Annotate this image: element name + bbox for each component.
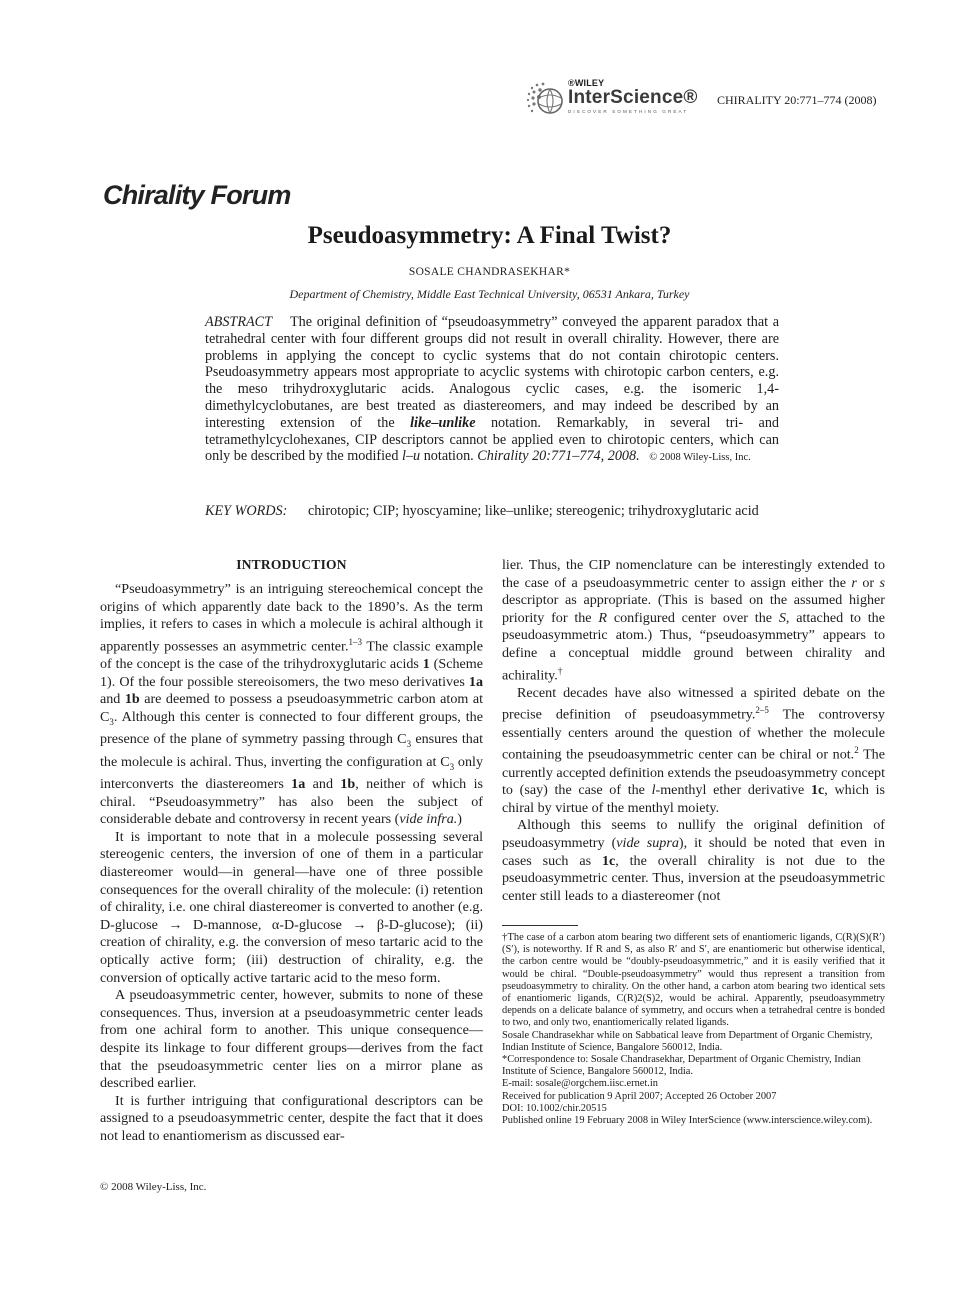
author-affiliation: Department of Chemistry, Middle East Technical University, 06531 Ankara, Turkey <box>289 287 690 301</box>
author-name: SOSALE CHANDRASEKHAR* <box>408 266 571 278</box>
keywords-label: KEY WORDS: <box>205 503 288 519</box>
footnotes <box>502 932 885 1127</box>
abstract <box>205 314 779 467</box>
page-copyright: © 2008 Wiley-Liss, Inc. <box>100 1181 207 1193</box>
keywords-text: chirotopic; CIP; hyoscyamine; like–unlike; stereogenic; trihydroxyglutaric acid <box>308 503 759 519</box>
article-title: Pseudoasymmetry: A Final Twist? <box>307 222 672 249</box>
paragraph-1: “Pseudoasymmetry” is an intriguing stereochemical concept the origins of which apparently date back to the 1890’s. As the term implies, it refers to cases in which a molecule is achiral although it apparently possesses an asymmetric center.$^{1-3}$ The classic example of the concept is the case of the trihydroxyglutaric acids 1 (Scheme 1). Of the four possible stereoisomers, the two meso derivatives 1a and 1b are deemed to possess a pseudoasymmetric carbon atom at $C_3$. Although this center is connected to four different groups, the presence of the plane of symmetry passing through $C_3$ ensures that the molecule is achiral. Thus, inverting the configuration at $C_3$ only interconverts the diastereomers 1a and 1b, neither of which is chiral. “Pseudoasymmetry” has also been the subject of considerable debate and controversy in recent years (vide infra.) <box>100 581 484 828</box>
abstract-text-2: notation. Remarkably, in several tri- and tetramethylcyclohexanes, CIP descriptors cannot be applied even to chirotopic centers, which can only be described by the modified <box>205 414 780 465</box>
paragraph-2: It is important to note that in a molecule possessing several stereogenic centers, the inversion of one of them in a particular diastereomer would—in general—have one of three possible consequences for the overall chirality of the molecule: (i) retention of chirality, i.e. one chiral diastereomer is converted to another (e.g. D-glucose → D-mannose, α-D-glucose → β-D-glucose); (ii) creation of chirality, e.g. the conversion of meso tartaric acid to the optically active form; (iii) destruction of chirality, e.g. the conversion of optically active tartaric acid to the meso form. <box>100 828 483 986</box>
footnote-doi: DOI: 10.1002/chir.20515 <box>502 1102 607 1114</box>
abstract-citation: Chirality 20:771–774, 2008. <box>477 448 640 465</box>
abstract-label: ABSTRACT <box>205 314 273 330</box>
interscience-wordmark: InterScience® <box>568 87 698 108</box>
wiley-wordmark: ®WILEY <box>568 78 605 88</box>
logo-tagline: DISCOVER SOMETHING GREAT <box>568 109 689 114</box>
section-heading: INTRODUCTION <box>236 557 347 572</box>
publisher-logo <box>526 78 706 118</box>
section-label: Chirality Forum <box>103 180 291 210</box>
footnote-divider <box>502 925 578 926</box>
footnote-received: Received for publication 9 April 2007; Accepted 26 October 2007 <box>502 1090 777 1102</box>
abstract-copyright: © 2008 Wiley-Liss, Inc. <box>649 452 751 464</box>
paragraph-5: lier. Thus, the CIP nomenclature can be interestingly extended to the case of a pseudoasymmetric center to assign either the r or s descriptor as appropriate. (This is based on the assumed higher priority for the R configured center over the S, attached to the pseudoasymmetric atom.) Thus, “pseudoasymmetry” appears to define a conceptual middle ground between chirality and achirality.† <box>502 557 885 684</box>
abstract-text: The original definition of “pseudoasymmetry” conveyed the apparent paradox that a tetrahedral center with four different groups did not result in overall chirality. However, there are problems in applying the concept to cyclic systems that do not contain chirotopic centers. Pseudoasymmetry appears most appropriate to acyclic systems with chirotopic carbon centers, e.g. the meso trihydroxyglutaric acids. Analogous cyclic cases, e.g. the isomeric 1,4-dimethylcyclobutanes, are best treated as diastereomers, and may indeed be described by an interesting extension of the <box>205 314 779 431</box>
right-column <box>502 557 885 905</box>
paragraph-4: It is further intriguing that configurational descriptors can be assigned to a pseudoasymmetric center, despite the fact that it does not lead to enantiomerism as discussed ear- <box>100 1092 483 1144</box>
footnote-published: Published online 19 February 2008 in Wiley InterScience (www.interscience.wiley.com). <box>502 1115 873 1127</box>
abstract-text-3: notation. <box>423 448 474 465</box>
abstract-like-unlike: like–unlike <box>410 414 476 431</box>
footnote-email: E-mail: sosale@orgchem.iisc.ernet.in <box>502 1078 658 1090</box>
journal-citation: CHIRALITY 20:771–774 (2008) <box>717 93 877 107</box>
footnote-dagger: †The case of a carbon atom bearing two different sets of enantiomeric ligands, C(R)(S)(R′)(S′), is noteworthy. If R and S, as also R′ and S′, are enantiomeric but otherwise identical, the carbon centre would be “doubly-pseudoasymmetric,” and it is easily verified that it would be chiral. “Double-pseudoasymmetry” would thus represent a transition from pseudoasymmetry to chirality. On the other hand, a carbon atom bearing two identical sets of enantiomeric ligands, C(R)2(S)2, would be achiral. Apparently, pseudoasymmetry depends on a delicate balance of symmetry, and occurs when a tetrahedral centre is bonded to two, and only two, enantiomerically related ligands. <box>502 932 885 1029</box>
paragraph-3: A pseudoasymmetric center, however, submits to none of these consequences. Thus, inversion at a pseudoasymmetric center leads from one achiral form to another. This unique consequence—despite its linkage to four different groups—derives from the fact that the pseudoasymmetric center lies on a mirror plane as described earlier. <box>100 987 483 1092</box>
footnote-sabbatical: Sosale Chandrasekhar while on Sabbatical leave from Department of Organic Chemistry, Indian Institute of Science, Bangalore 560012, India. <box>502 1029 873 1053</box>
paragraph-6: Recent decades have also witnessed a spirited debate on the precise definition of pseudoasymmetry.$^{2-5}$ The controversy essentially centers around the question of whether the molecule containing the pseudoasymmetric center can be chiral or not.$^2$ The currently accepted definition extends the pseudoasymmetry concept to (say) the case of the l-menthyl ether derivative 1c, which is chiral by virtue of the menthyl moiety. <box>502 684 885 816</box>
footnote-correspondence: *Correspondence to: Sosale Chandrasekhar, Department of Organic Chemistry, Indian Institute of Science, Bangalore 560012, India. <box>502 1054 861 1078</box>
paragraph-7: Although this seems to nullify the original definition of pseudoasymmetry (vide supra), it should be noted that even in cases such as 1c, the overall chirality is not due to the pseudoasymmetric center. Thus, inversion at the pseudoasymmetric center still leads to a diastereomer (not <box>502 817 885 904</box>
left-column <box>100 581 483 1146</box>
globe-logo-icon <box>526 82 564 116</box>
abstract-lu: l–u <box>402 448 421 465</box>
